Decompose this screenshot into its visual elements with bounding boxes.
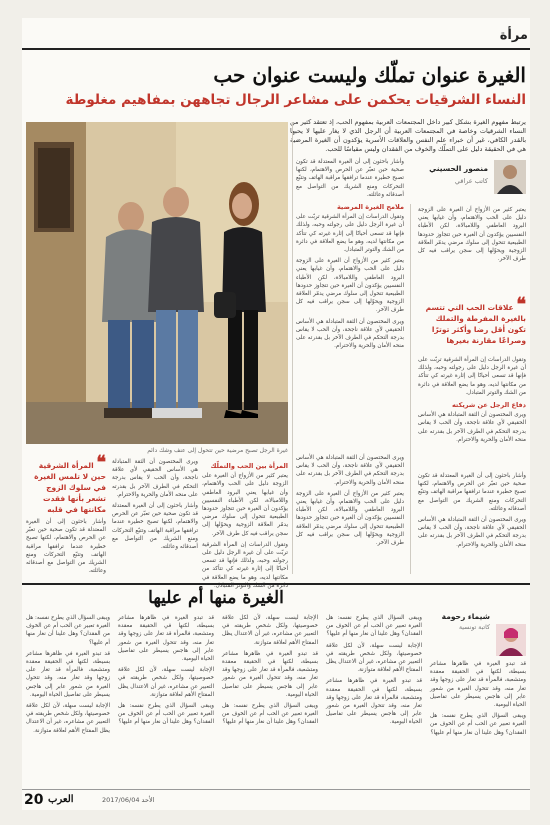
section-divider xyxy=(22,583,530,585)
article-paragraph: وأشار باحثون إلى أن الغيرة المعتدلة قد تكون صحية حين تعبّر عن الحرص والاهتمام، لكنها تصبح خطيرة عندما ترافقها مراقبة الهاتف وتتبّع التحركات ومنع الشريك من التواصل مع أصدقائه وعائلته. xyxy=(296,159,404,198)
article-paragraph: ويرى المختصون أن الثقة المتبادلة هي الأساس الحقيقي لأي علاقة ناجحة، وأن الحب لا يقاس بدرجة التحكم في الطرف الآخر بل بقدرته على منحه الأمان والحرية والاحترام. xyxy=(296,318,404,350)
article-paragraph: يعتبر كثير من الأزواج أن الغيرة على الزوجة دليل على الحب والاهتمام، وأن غيابها يعني البرود العاطفي واللامبالاة، لكن الأطباء النفسيين يؤكدون أن الغيرة حين تتجاوز حدودها الطبيعية تتحول إلى سلوك مرضي يدمّر العلاقة الزوجية ويحوّلها إلى سجن يراقب فيه كل طرف الآخر. xyxy=(418,207,526,263)
second-article-headline: الغيرة منها أم عليها xyxy=(148,588,284,608)
article-paragraph: ويبقى السؤال الذي يطرح نفسه: هل الغيرة تعبير عن الحب أم عن الخوف من الفقدان؟ وهل علينا أن نغار منها أم عليها؟ xyxy=(222,703,318,726)
article-paragraph: ويبقى السؤال الذي يطرح نفسه: هل الغيرة تعبير عن الحب أم عن الخوف من الفقدان؟ وهل علينا أن نغار منها أم عليها؟ xyxy=(26,615,110,646)
pull-quote-2 xyxy=(26,452,106,515)
section-header xyxy=(22,28,530,50)
article-paragraph: وأشار باحثون إلى أن الغيرة المعتدلة قد تكون صحية حين تعبّر عن الحرص والاهتمام، لكنها تصبح خطيرة عندما ترافقها مراقبة الهاتف وتتبّع التحركات ومنع الشريك من التواصل مع أصدقائه وعائلته. xyxy=(26,519,106,575)
column-divider xyxy=(292,122,293,574)
article-column-right-2 xyxy=(418,356,526,468)
author-role: كاتب عراقي xyxy=(454,177,488,185)
author-box xyxy=(418,158,526,198)
article-paragraph: ويرى المختصون أن الثقة المتبادلة هي الأساس الحقيقي لأي علاقة ناجحة، وأن الحب لا يقاس بدرجة التحكم في الطرف الآخر بل بقدرته على منحه الأمان والحرية والاحترام. xyxy=(418,412,526,443)
article-paragraph: يعتبر كثير من الأزواج أن الغيرة على الزوجة دليل على الحب والاهتمام، وأن غيابها يعني البرود العاطفي واللامبالاة، لكن الأطباء النفسيين يؤكدون أن الغيرة حين تتجاوز حدودها الطبيعية تتحول إلى سلوك مرضي يدمّر العلاقة الزوجية ويحوّلها إلى سجن يراقب فيه كل طرف الآخر. xyxy=(202,473,288,537)
page-number: 20 xyxy=(24,792,44,808)
second-article-column-5 xyxy=(26,614,110,788)
pull-quote-text: المرأة الشرقية حين لا تلمس الغيرة في سلوك الزوج تشعر بأنها فقدت مكانتها في قلبه xyxy=(34,461,106,514)
article-paragraph: ويرى المختصون أن الثقة المتبادلة هي الأساس الحقيقي لأي علاقة ناجحة، وأن الحب لا يقاس بدرجة التحكم في الطرف الآخر بل بقدرته على منحه الأمان والحرية والاحترام. xyxy=(418,517,526,548)
pull-quote-text: علاقات الحب التي تتسم بالغيرة المفرطة والتملك تكون أقل رضا وأكثر توترًا وصراعًا مقارنة بغيرها xyxy=(425,303,526,345)
quote-mark-icon: ❝ xyxy=(516,294,526,315)
article-column-right-1 xyxy=(418,206,526,296)
article-headline: الغيرة عنوان تملّك وليست عنوان حب xyxy=(213,63,526,87)
article-column-right-3 xyxy=(418,472,526,576)
subsection-title: دفاع الرجل عن شريكته xyxy=(451,401,526,410)
article-column-middle xyxy=(296,158,404,448)
article-paragraph: يعتبر كثير من الأزواج أن الغيرة على الزوجة دليل على الحب والاهتمام، وأن غيابها يعني البرود العاطفي واللامبالاة، لكن الأطباء النفسيين يؤكدون أن الغيرة حين تتجاوز حدودها الطبيعية تتحول إلى سلوك مرضي يدمّر العلاقة الزوجية ويحوّلها إلى سجن يراقب فيه كل طرف الآخر. xyxy=(296,258,404,314)
author-name: منصور الحسيني xyxy=(429,164,488,173)
subsection-title: ملامح الغيرة المرضية xyxy=(336,203,404,212)
article-column-middle-2 xyxy=(296,454,404,576)
newspaper-name: العرب xyxy=(48,794,74,805)
photo-caption: غيرة الرجل تصبح مرضية حين تتحول إلى عنف وشك دائم xyxy=(147,447,288,454)
article-column-lower-2 xyxy=(202,458,288,589)
pull-quote-1 xyxy=(418,294,526,346)
article-paragraph: ويرى المختصون أن الثقة المتبادلة هي الأساس الحقيقي لأي علاقة ناجحة، وأن الحب لا يقاس بدرجة التحكم في الطرف الآخر بل بقدرته على منحه الأمان والحرية والاحترام. xyxy=(296,455,404,486)
second-article-column-2 xyxy=(326,614,422,788)
newspaper-page xyxy=(22,18,530,810)
article-paragraph: ويبقى السؤال الذي يطرح نفسه: هل الغيرة تعبير عن الحب أم عن الخوف من الفقدان؟ وهل علينا أن نغار منها أم عليها؟ xyxy=(326,615,422,638)
second-author-role: كاتبة تونسية xyxy=(458,624,490,631)
article-column-lower-1 xyxy=(112,458,198,576)
article-paragraph: ويبقى السؤال الذي يطرح نفسه: هل الغيرة تعبير عن الحب أم عن الخوف من الفقدان؟ وهل علينا أن نغار منها أم عليها؟ xyxy=(118,703,214,726)
subsection-title: المرأة بين الحب والتملّك xyxy=(210,462,288,470)
second-article-column-4 xyxy=(118,614,214,788)
article-paragraph: وأشار باحثون إلى أن الغيرة المعتدلة قد تكون صحية حين تعبّر عن الحرص والاهتمام، لكنها تصبح خطيرة عندما ترافقها مراقبة الهاتف وتتبّع التحركات ومنع الشريك من التواصل مع أصدقائه وعائلته. xyxy=(112,503,198,551)
article-paragraph: قد تبدو الغيرة في ظاهرها مشاعر بسيطة، لكنها في الحقيقة معقدة ومتشعبة، فالمرأة قد تغار على زوجها وقد تغار منه، وقد تتحول الغيرة من شعور عابر إلى هاجس يسيطر على تفاصيل الحياة اليومية. xyxy=(326,678,422,726)
column-divider xyxy=(410,204,411,574)
article-paragraph: قد تبدو الغيرة في ظاهرها مشاعر بسيطة، لكنها في الحقيقة معقدة ومتشعبة، فالمرأة قد تغار على زوجها وقد تغار منه، وقد تتحول الغيرة من شعور عابر إلى هاجس يسيطر على تفاصيل الحياة اليومية. xyxy=(26,650,110,698)
article-paragraph: يعتبر كثير من الأزواج أن الغيرة على الزوجة دليل على الحب والاهتمام، وأن غيابها يعني البرود العاطفي واللامبالاة، لكن الأطباء النفسيين يؤكدون أن الغيرة حين تتجاوز حدودها الطبيعية تتحول إلى سلوك مرضي يدمّر العلاقة الزوجية ويحوّلها إلى سجن يراقب فيه كل طرف الآخر. xyxy=(296,490,404,547)
author-avatar xyxy=(494,160,526,194)
article-paragraph: الإجابة ليست سهلة، لأن لكل علاقة خصوصيتها، ولكل شخص طريقته في التعبير عن مشاعره، غير أن الاعتدال يظل المفتاح الأهم لعلاقة متوازنة. xyxy=(222,615,318,646)
quote-mark-icon: ❝ xyxy=(96,452,106,473)
article-subhead: النساء الشرقيات يحكمن على مشاعر الرجال تجاههن بمفاهيم مغلوطة xyxy=(65,92,526,108)
photo-illustration xyxy=(26,122,288,444)
person-icon xyxy=(496,624,526,656)
article-paragraph: وأشار باحثون إلى أن الغيرة المعتدلة قد تكون صحية حين تعبّر عن الحرص والاهتمام، لكنها تصبح خطيرة عندما ترافقها مراقبة الهاتف وتتبّع التحركات ومنع الشريك من التواصل مع أصدقائه وعائلته. xyxy=(418,473,526,512)
article-paragraph: وتقول الدراسات إن المرأة الشرقية تربّت على أن غيرة الرجل دليل على رجولته وحبه، ولذلك فإنها قد تسعى أحيانًا إلى إثارة غيرته كي تتأكد من مكانتها لديه، وهو ما يضع العلاقة في دائرة من الشك والتوتر المتبادل. xyxy=(418,357,526,396)
article-column-lower-3 xyxy=(26,518,106,576)
article-paragraph: الإجابة ليست سهلة، لأن لكل علاقة خصوصيتها، ولكل شخص طريقته في التعبير عن مشاعره، غير أن الاعتدال يظل المفتاح الأهم لعلاقة متوازنة. xyxy=(26,703,110,734)
article-intro: يرتبط مفهوم الغيرة بشكل كبير داخل المجتمعات العربية بمفهوم الحب، إذ تعتقد كثير من النساء الشرقيات وخاصة في المجتمعات العربية أن الرجل الذي لا يغار عليها لا يحبها بالقدر الكافي، غير أن خبراء علم النفس والعلاقات الأسرية يؤكدون أن الغيرة المرضية هي في الحقيقة دليل على التملّك والخوف من الفقدان وليس مقياسًا للحب. xyxy=(290,118,526,153)
article-paragraph: الإجابة ليست سهلة، لأن لكل علاقة خصوصيتها، ولكل شخص طريقته في التعبير عن مشاعره، غير أن الاعتدال يظل المفتاح الأهم لعلاقة متوازنة. xyxy=(326,642,422,674)
article-paragraph: وتقول الدراسات إن المرأة الشرقية تربّت على أن غيرة الرجل دليل على رجولته وحبه، ولذلك فإنها قد تسعى أحيانًا إلى إثارة غيرته كي تتأكد من مكانتها لديه، وهو ما يضع العلاقة في دائرة من الشك والتوتر المتبادل. xyxy=(202,541,288,589)
article-photo xyxy=(26,122,288,444)
person-icon xyxy=(494,160,526,194)
page-footer xyxy=(22,789,530,810)
second-author-avatar xyxy=(496,624,526,656)
article-paragraph: ويبقى السؤال الذي يطرح نفسه: هل الغيرة تعبير عن الحب أم عن الخوف من الفقدان؟ وهل علينا أن نغار منها أم عليها؟ xyxy=(430,713,526,736)
second-article-column-1 xyxy=(430,660,526,788)
second-author-name: شيماء رحومة xyxy=(441,612,490,621)
article-paragraph: ويرى المختصون أن الثقة المتبادلة هي الأساس الحقيقي لأي علاقة ناجحة، وأن الحب لا يقاس بدرجة التحكم في الطرف الآخر بل بقدرته على منحه الأمان والحرية والاحترام. xyxy=(112,459,198,498)
article-paragraph: الإجابة ليست سهلة، لأن لكل علاقة خصوصيتها، ولكل شخص طريقته في التعبير عن مشاعره، غير أن الاعتدال يظل المفتاح الأهم لعلاقة متوازنة. xyxy=(118,667,214,698)
article-paragraph: قد تبدو الغيرة في ظاهرها مشاعر بسيطة، لكنها في الحقيقة معقدة ومتشعبة، فالمرأة قد تغار على زوجها وقد تغار منه، وقد تتحول الغيرة من شعور عابر إلى هاجس يسيطر على تفاصيل الحياة اليومية. xyxy=(430,661,526,709)
article-paragraph: قد تبدو الغيرة في ظاهرها مشاعر بسيطة، لكنها في الحقيقة معقدة ومتشعبة، فالمرأة قد تغار على زوجها وقد تغار منه، وقد تتحول الغيرة من شعور عابر إلى هاجس يسيطر على تفاصيل الحياة اليومية. xyxy=(222,650,318,698)
second-article-column-3 xyxy=(222,614,318,788)
article-paragraph: قد تبدو الغيرة في ظاهرها مشاعر بسيطة، لكنها في الحقيقة معقدة ومتشعبة، فالمرأة قد تغار على زوجها وقد تغار منه، وقد تتحول الغيرة من شعور عابر إلى هاجس يسيطر على تفاصيل الحياة اليومية. xyxy=(118,615,214,663)
issue-date: الأحد 2017/06/04 xyxy=(102,796,155,804)
section-label: مرأة xyxy=(499,28,528,43)
second-author-box xyxy=(430,610,526,654)
article-paragraph: وتقول الدراسات إن المرأة الشرقية تربّت على أن غيرة الرجل دليل على رجولته وحبه، ولذلك فإنها قد تسعى أحيانًا إلى إثارة غيرته كي تتأكد من مكانتها لديه، وهو ما يضع العلاقة في دائرة من الشك والتوتر المتبادل. xyxy=(296,214,404,254)
